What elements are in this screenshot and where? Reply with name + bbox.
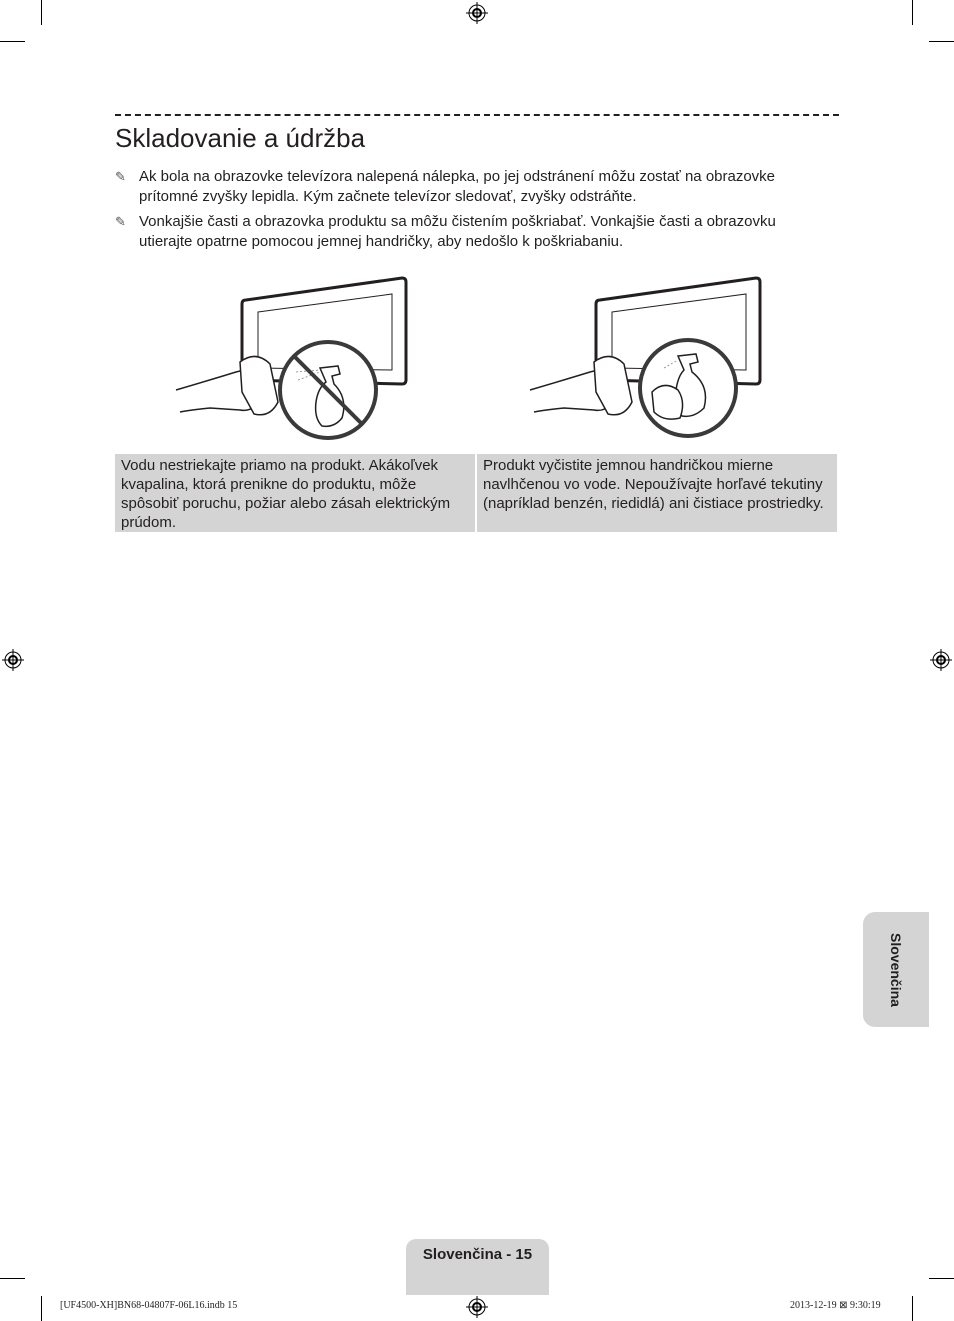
- crop-mark: [0, 1278, 25, 1279]
- registration-mark-icon: [466, 2, 488, 24]
- pencil-note-icon: ✎: [115, 214, 126, 229]
- cloth-wipe-illustration: [524, 272, 764, 444]
- registration-mark-icon: [466, 1296, 488, 1318]
- no-spray-illustration: [170, 272, 410, 444]
- crop-mark: [912, 1296, 913, 1321]
- registration-mark-icon: [930, 649, 952, 671]
- note-text: Vonkajšie časti a obrazovka produktu sa môžu čistením poškriabať. Vonkajšie časti a obrazovku utierajte opatrne pomocou jemnej handričky, aby nedošlo k poškriabaniu.: [139, 213, 776, 250]
- crop-mark: [929, 41, 954, 42]
- note-item: [115, 167, 815, 206]
- pencil-note-icon: ✎: [115, 169, 126, 184]
- caption-cell: Produkt vyčistite jemnou handričkou mierne navlhčenou vo vode. Nepoužívajte horľavé tekutiny (napríklad benzén, riedidlá) ani čistiace prostriedky.: [477, 454, 837, 532]
- crop-mark: [0, 41, 25, 42]
- registration-mark-icon: [2, 649, 24, 671]
- page-footer: Slovenčina - 15: [406, 1239, 549, 1295]
- note-item: [115, 212, 815, 251]
- language-side-tab-label: Slovenčina: [888, 932, 904, 1007]
- language-side-tab: [863, 912, 929, 1027]
- print-slug-right: 2013-12-19 ⊠ 9:30:19: [790, 1300, 881, 1311]
- crop-mark: [912, 0, 913, 25]
- caption-cell: Vodu nestriekajte priamo na produkt. Akákoľvek kvapalina, ktorá prenikne do produktu, môže spôsobiť poruchu, požiar alebo zásah elektrickým prúdom.: [115, 454, 475, 532]
- crop-mark: [41, 1296, 42, 1321]
- print-slug-left: [UF4500-XH]BN68-04807F-06L16.indb 15: [60, 1300, 238, 1311]
- page-title: Skladovanie a údržba: [115, 123, 366, 153]
- note-text: Ak bola na obrazovke televízora nalepená nálepka, po jej odstránení môžu zostať na obrazovke prítomné zvyšky lepidla. Kým začnete televízor sledovať, zvyšky odstráňte.: [139, 168, 776, 205]
- crop-mark: [929, 1278, 954, 1279]
- section-divider: [115, 114, 839, 116]
- crop-mark: [41, 0, 42, 25]
